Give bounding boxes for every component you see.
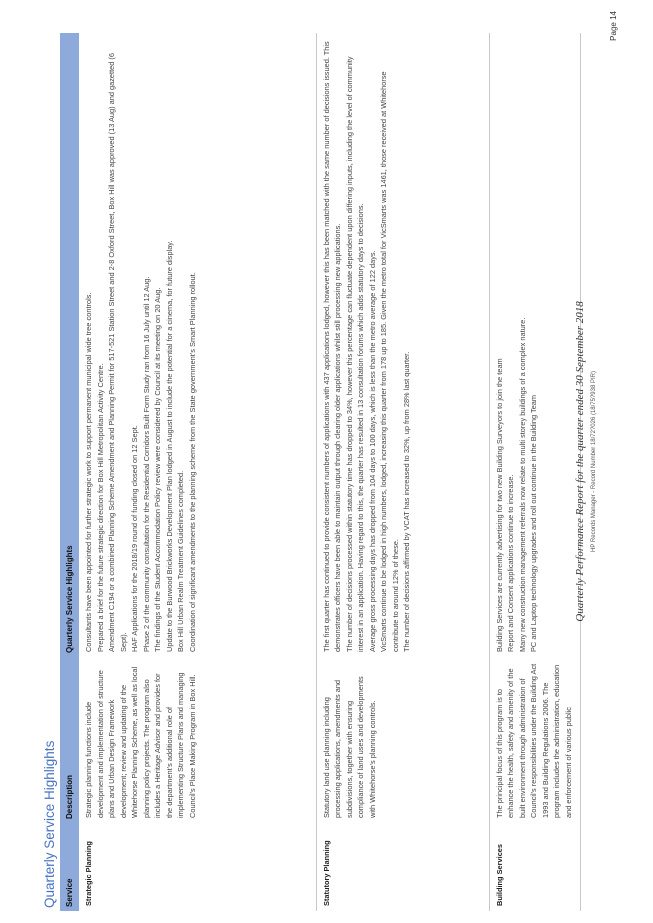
highlight-item: The number of decisions affirmed by VCAT has increased to 32%, up from 28% last quarter. <box>402 351 411 652</box>
table-header-row <box>60 33 79 911</box>
highlight-item: Many new construction management referrals now relate to multi storey buildings of a complex nature. <box>517 317 527 652</box>
highlight-item: PC and Laptop technology upgrades and roll out continue in the Building Team <box>529 394 538 652</box>
service-highlights <box>489 33 581 657</box>
highlight-item: Phase 2 of the community consultation for the Residential Corridors Built Form Study ran from 16 July until 12 Aug. <box>141 276 151 652</box>
service-description: The principal focus of this program is to enhance the health, safety and amenity of the built environment through administration of Council's responsibilities under the Building Act 1993 and Building Regulations 2006. The program includes the administration, education and enforcement of various public <box>489 657 581 823</box>
service-name: Statutory Planning <box>316 823 489 911</box>
record-number: HP Records Manager - Record Number 18/72?026 (18/75?938 PIR) <box>591 371 597 552</box>
highlight-item: HAF Applications for the 2018/19 round of funding closed on 12 Sept. <box>130 425 139 652</box>
highlight-item: Average gross processing days has dropped from 104 days to 100 days, which is less than the metro average of 122 days. <box>367 250 377 652</box>
highlight-item: Amendment C194 or a combined Planning Scheme Amendment and Planning Permit for 517-521 Station Street and 2-8 Oxford Street, Box Hill was approved (13 Aug) and gazetted (6 Sept). <box>107 53 128 652</box>
highlights-table <box>60 33 581 911</box>
highlight-item: VicSmarts continue to be lodged in high numbers, lodged, increasing this quarter from 178 up to 185. Given the metro total for VicSmarts was 1461, those received at Whitehorse contribute to around 12% of these. <box>379 71 400 652</box>
table-row <box>489 33 581 911</box>
service-name: Building Services <box>489 823 581 911</box>
highlight-item: The first quarter has continued to provide consistent numbers of applications with 437 applications lodged, however this has been matched with the same number of decisions issued. This demonstrates officers have been able to maintain output through clearing older applications whilst still processing new applications. <box>321 41 342 652</box>
highlight-item: Prepared a brief for the future strategic direction for Box Hill Metropolitan Activity Centre. <box>95 363 105 652</box>
service-highlights <box>79 33 316 657</box>
highlight-item: Report and Consent applications continue to increase. <box>506 474 515 652</box>
column-header-service: Service <box>60 823 79 911</box>
service-highlights <box>316 33 489 657</box>
page-number: Page 14 <box>609 11 618 41</box>
table-row <box>79 33 316 911</box>
highlight-item: Building Services are currently advertising for two new Building Surveyors to join the team <box>494 358 504 652</box>
column-header-highlights: Quarterly Service Highlights <box>60 33 79 657</box>
highlight-item: Consultants have been appointed for further strategic work to support permanent municipal wide tree controls. <box>84 292 93 652</box>
highlight-item: Update to the Burwood Brickworks Development Plan lodged in August to include the potential for a cinema, for future display. <box>164 240 174 652</box>
highlight-item: The number of decisions processed within statutory time has dropped to 34%, however this percentage can fluctuate dependent upon differing inputs, including the level of community interest in an application. Having regard to this, the quarter has resulted in 13 consultation forums which adds statutory days to decisions. <box>344 56 365 652</box>
report-title: Quarterly Performance Report for the quarter ended 30 September 2018 <box>574 301 586 622</box>
table-row <box>316 33 489 911</box>
service-description: Strategic planning functions include development and implementation of structure plans and Urban Design Framework development; review and updating of the Whitehorse Planning Scheme, as well as local planning policy projects. The program also includes a Heritage Advisor and provides for the department's additional role of implementing Structure Plans and managing Council's Place Making Program in Box Hill. <box>79 657 316 823</box>
highlight-item: The findings of the Student Accommodation Policy review were considered by Council at its meeting on 20 Aug. <box>153 287 162 652</box>
page-heading: Quarterly Service Highlights <box>42 740 57 908</box>
service-name: Strategic Planning <box>79 823 316 911</box>
highlight-item: Coordination of significant amendments to the planning scheme from the State government's Smart Planning rollout. <box>187 272 197 652</box>
highlight-item: Box Hill Urban Realm Treatment Guidelines completed. <box>176 470 185 652</box>
service-description: Statutory land use planning including processing applications, amendments and subdivisions, together with ensuring compliance of land uses and developments with Whitehorse's planning controls. <box>316 657 489 823</box>
column-header-description: Description <box>60 657 79 823</box>
